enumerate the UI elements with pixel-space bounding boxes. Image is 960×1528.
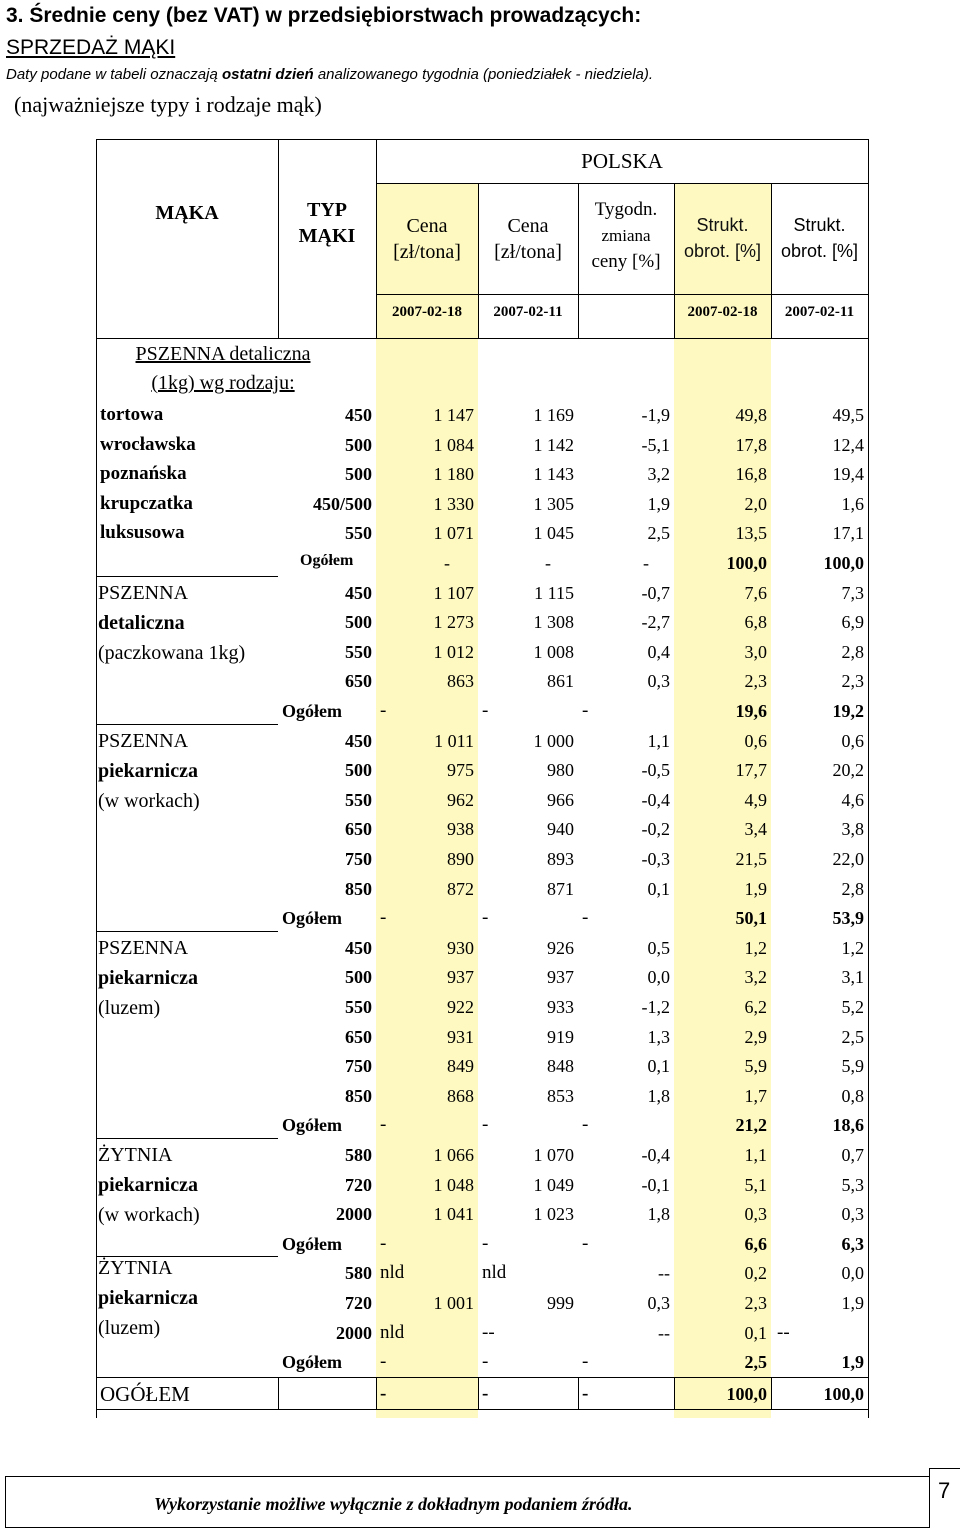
date-note — [6, 66, 653, 83]
cell-value: 4,9 — [744, 789, 767, 810]
grid-line — [96, 338, 868, 339]
cell-value: 5,1 — [744, 1174, 767, 1195]
cell-value: 1,9 — [647, 493, 670, 514]
total-label: Ogółem — [300, 552, 354, 569]
type-value: 450 — [345, 405, 372, 425]
cell-value: 1 147 — [433, 405, 474, 425]
section-label-line: PSZENNA — [98, 581, 189, 604]
grid-line — [96, 931, 278, 932]
cell-value: 933 — [547, 997, 574, 1017]
total-label: Ogółem — [282, 1233, 342, 1254]
cell-value: 6,6 — [744, 1233, 767, 1254]
cell-value: 872 — [447, 878, 474, 899]
section-label-line: (w workach) — [98, 1204, 200, 1226]
cell-value: -2,7 — [641, 612, 670, 633]
cell-value: 930 — [447, 937, 474, 958]
cell-value: 999 — [547, 1293, 574, 1313]
cell-value: 2,5 — [841, 1026, 864, 1047]
cell-value: 0,1 — [744, 1322, 767, 1343]
cell-value: 6,8 — [744, 612, 767, 633]
cell-value: 890 — [447, 849, 474, 869]
cell-value: 1 143 — [533, 464, 574, 485]
grid-line — [376, 1377, 377, 1409]
cell-value: 3,4 — [744, 819, 767, 840]
cell-value: 863 — [447, 671, 474, 692]
cell-value: 1,8 — [647, 1204, 670, 1225]
cell-value: 13,5 — [735, 523, 767, 544]
cell-value: 1 070 — [533, 1145, 574, 1165]
cell-value: 1 023 — [533, 1204, 574, 1225]
section-label-line: piekarnicza — [98, 1174, 198, 1196]
grid-line — [674, 183, 675, 338]
cell-value: 5,9 — [744, 1056, 767, 1077]
cell-value: 1 049 — [533, 1174, 574, 1195]
note-part: analizowanego tygodnia (poniedziałek - niedziela). — [313, 66, 654, 83]
grid-line — [96, 576, 278, 577]
cell-value: 1 012 — [433, 641, 474, 662]
type-value: 2000 — [336, 1322, 372, 1343]
cell-value: 0,2 — [744, 1263, 767, 1284]
cell-value: 848 — [547, 1056, 574, 1077]
grid-line — [578, 183, 579, 338]
section-label-line: PSZENNA — [98, 729, 189, 752]
grid-line — [376, 183, 868, 184]
cell-value: 100,0 — [726, 553, 767, 573]
cell-value: 1 045 — [533, 523, 574, 544]
header-change — [578, 197, 674, 287]
cell-value: -0,2 — [641, 819, 670, 840]
grid-line — [478, 1377, 479, 1409]
cell-value: -0,4 — [641, 789, 670, 810]
cell-value: -- — [482, 1321, 495, 1343]
cell-value: 1 084 — [433, 434, 474, 455]
page-number: 7 — [938, 1478, 951, 1503]
row-label: wrocławska — [100, 433, 196, 455]
section-label-line: piekarnicza — [98, 759, 198, 782]
cell-value: 6,2 — [744, 997, 767, 1017]
type-value: 450 — [345, 582, 372, 603]
section-label-line: (1kg) wg rodzaju: — [151, 372, 295, 394]
grid-line — [96, 1377, 868, 1378]
section-label-line: (luzem) — [98, 1317, 161, 1340]
cell-value: 17,1 — [832, 523, 864, 544]
cell-value: 5,2 — [841, 997, 864, 1017]
row-label: tortowa — [100, 404, 164, 425]
table-caption: (najważniejsze typy i rodzaje mąk) — [14, 92, 322, 117]
cell-value: 17,7 — [735, 760, 767, 781]
cell-value: 937 — [447, 967, 474, 988]
type-value: 650 — [345, 671, 372, 692]
cell-value: -- — [658, 1263, 670, 1284]
cell-value: 0,4 — [647, 641, 670, 662]
cell-value: 2,3 — [744, 1293, 767, 1313]
type-value: 720 — [345, 1293, 372, 1313]
cell-value: 2,0 — [744, 493, 767, 514]
cell-value: 5,3 — [841, 1174, 864, 1195]
cell-value: 1 142 — [533, 434, 574, 455]
grid-line — [278, 139, 279, 338]
cell-value: 0,5 — [647, 937, 670, 958]
cell-value: 0,7 — [841, 1145, 864, 1165]
page-title: 3. Średnie ceny (bez VAT) w przedsiębiorstwach prowadzących: — [6, 4, 642, 27]
section-label — [98, 1140, 278, 1230]
cell-value: 849 — [447, 1056, 474, 1077]
type-value: 500 — [345, 967, 372, 988]
section-label-line: (luzem) — [98, 996, 161, 1019]
page-subtitle-section: SPRZEDAŻ MĄKI — [6, 36, 176, 59]
header-change-ceny: ceny [%] — [591, 251, 661, 272]
cell-value: - — [482, 1114, 489, 1136]
cell-value: 1,6 — [841, 493, 864, 514]
cell-value: 0,3 — [841, 1204, 864, 1225]
cell-value: 1,3 — [647, 1026, 670, 1047]
cell-value: - — [444, 553, 450, 573]
cell-value: 0,6 — [841, 730, 864, 751]
header-cena-1: Cena [zł/tona] — [393, 215, 461, 263]
cell-value: 50,1 — [735, 908, 767, 929]
type-value: 2000 — [336, 1204, 372, 1225]
cell-value: 0,1 — [647, 878, 670, 899]
cell-value: 1 305 — [533, 493, 574, 514]
type-value: 720 — [345, 1174, 372, 1195]
footer-note: Wykorzystanie możliwe wyłącznie z dokładnym podaniem źródła. — [154, 1494, 633, 1514]
cell-value: 3,2 — [647, 464, 670, 485]
cell-value: 1 011 — [434, 730, 474, 751]
cell-value: - — [380, 1114, 387, 1136]
cell-value: - — [380, 1232, 387, 1254]
grand-total-value: - — [482, 1382, 489, 1404]
cell-value: - — [643, 553, 649, 573]
cell-value: 22,0 — [832, 849, 864, 869]
section-label — [98, 933, 278, 1023]
type-value: 500 — [345, 464, 372, 485]
grid-line — [771, 1377, 772, 1409]
cell-value: 20,2 — [832, 760, 864, 781]
type-value: 550 — [345, 997, 372, 1017]
cell-value: 2,5 — [647, 523, 670, 544]
grid-line — [868, 139, 869, 1418]
cell-value: 0,1 — [647, 1056, 670, 1077]
cell-value: 1 273 — [433, 612, 474, 633]
row-label: krupczatka — [100, 492, 193, 514]
cell-value: 7,3 — [841, 582, 864, 603]
cell-value: -0,3 — [641, 849, 670, 869]
grid-line — [771, 183, 772, 338]
cell-value: 16,8 — [735, 464, 767, 485]
header-change-tygodn: Tygodn. — [594, 199, 658, 220]
grid-line — [96, 724, 278, 725]
cell-value: - — [380, 1351, 387, 1373]
cell-value: 1 000 — [533, 730, 574, 751]
section-label-line: PSZENNA — [98, 936, 189, 959]
type-value: 450/500 — [312, 493, 372, 514]
cell-value: - — [380, 907, 387, 929]
cell-value: 938 — [447, 819, 474, 840]
grid-line — [478, 183, 479, 338]
cell-value: 1,9 — [841, 1352, 864, 1373]
cell-value: nld — [482, 1262, 507, 1284]
total-label: Ogółem — [282, 1115, 342, 1136]
cell-value: 861 — [547, 671, 574, 692]
cell-value: 1 001 — [433, 1293, 474, 1313]
cell-value: 893 — [547, 849, 574, 869]
type-value: 500 — [345, 434, 372, 455]
cell-value: 1 107 — [433, 582, 474, 603]
date-strukt-2: 2007-02-11 — [784, 303, 855, 320]
type-value: 450 — [345, 730, 372, 751]
cell-value: 937 — [547, 967, 574, 988]
grand-total-value: 100,0 — [823, 1383, 864, 1404]
grid-line — [96, 139, 97, 1418]
cell-value: 1,9 — [744, 878, 767, 899]
section-label-line: (paczkowana 1kg) — [98, 641, 246, 664]
cell-value: 2,8 — [841, 641, 864, 662]
cell-value: 853 — [547, 1085, 574, 1106]
cell-value: 940 — [547, 819, 574, 840]
cell-value: 1,7 — [744, 1085, 767, 1106]
type-value: 550 — [345, 641, 372, 662]
cell-value: 980 — [547, 760, 574, 781]
header-change-zmiana: zmiana — [601, 226, 651, 245]
cell-value: -5,1 — [641, 434, 670, 455]
cell-value: 931 — [447, 1026, 474, 1047]
cell-value: 2,3 — [841, 671, 864, 692]
grid-line — [376, 139, 377, 338]
cell-value: 4,6 — [841, 789, 864, 810]
cell-value: - — [582, 1114, 589, 1136]
cell-value: 19,6 — [735, 701, 767, 721]
cell-value: 5,9 — [841, 1056, 864, 1077]
cell-value: 3,1 — [841, 967, 864, 988]
section-label — [98, 1253, 278, 1343]
cell-value: nld — [380, 1262, 405, 1284]
cell-value: -0,7 — [641, 582, 670, 603]
type-value: 650 — [345, 1026, 372, 1047]
grand-total-value: - — [380, 1382, 387, 1404]
cell-value: 1 115 — [534, 582, 574, 603]
cell-value: 1 048 — [433, 1174, 474, 1195]
cell-value: 18,6 — [832, 1115, 864, 1136]
cell-value: 0,0 — [841, 1263, 864, 1284]
cell-value: 3,2 — [744, 967, 767, 988]
cell-value: - — [482, 1351, 489, 1373]
cell-value: 926 — [547, 937, 574, 958]
cell-value: -1,2 — [641, 997, 670, 1017]
type-value: 580 — [345, 1145, 372, 1165]
cell-value: - — [380, 700, 387, 721]
grid-line — [278, 1377, 279, 1409]
cell-value: 49,8 — [735, 405, 767, 425]
grid-line — [578, 1377, 579, 1409]
cell-value: 2,8 — [841, 878, 864, 899]
cell-value: - — [482, 700, 489, 721]
cell-value: 3,8 — [841, 819, 864, 840]
type-value: 500 — [345, 760, 372, 781]
cell-value: 19,4 — [832, 464, 864, 485]
total-label: Ogółem — [282, 701, 342, 721]
type-value: 550 — [345, 789, 372, 810]
grid-line — [96, 1256, 278, 1257]
cell-value: - — [582, 907, 589, 929]
cell-value: 1,1 — [647, 730, 670, 751]
header-cena-2: Cena [zł/tona] — [494, 215, 562, 263]
header-maka: MĄKA — [155, 202, 219, 224]
cell-value: 922 — [447, 997, 474, 1017]
cell-value: -0,4 — [641, 1145, 670, 1165]
cell-value: 966 — [547, 789, 574, 810]
cell-value: 1,9 — [841, 1293, 864, 1313]
section-label — [98, 578, 278, 668]
cell-value: 1 180 — [433, 464, 474, 485]
section-label — [98, 726, 278, 816]
cell-value: 1 066 — [433, 1145, 474, 1165]
cell-value: nld — [380, 1321, 405, 1343]
cell-value: 868 — [447, 1085, 474, 1106]
type-value: 580 — [345, 1263, 372, 1284]
cell-value: - — [545, 553, 551, 573]
cell-value: 0,6 — [744, 730, 767, 751]
grand-total-value: 100,0 — [726, 1383, 767, 1404]
cell-value: -0,5 — [641, 760, 670, 781]
total-label: Ogółem — [282, 908, 342, 929]
cell-value: 1,8 — [647, 1085, 670, 1106]
grand-total-label: OGÓŁEM — [100, 1381, 190, 1406]
cell-value: 1 041 — [433, 1204, 474, 1225]
cell-value: 0,3 — [647, 1293, 670, 1313]
cell-value: 1 330 — [433, 493, 474, 514]
grand-total-value: - — [582, 1382, 589, 1404]
type-value: 750 — [345, 849, 372, 869]
cell-value: - — [582, 1351, 589, 1373]
cell-value: 49,5 — [832, 405, 864, 425]
section-label-line: ŻYTNIA — [98, 1144, 173, 1166]
cell-value: 1 008 — [533, 641, 574, 662]
cell-value: -0,1 — [641, 1174, 670, 1195]
cell-value: 6,9 — [841, 612, 864, 633]
section-label-line: detaliczna — [98, 611, 185, 634]
type-value: 850 — [345, 878, 372, 899]
type-value: 550 — [345, 523, 372, 544]
cell-value: 1,2 — [841, 937, 864, 958]
section-label-line: PSZENNA detaliczna — [135, 343, 311, 365]
note-emphasis: ostatni dzień — [221, 66, 314, 83]
grid-line — [376, 294, 868, 295]
cell-value: 53,9 — [832, 908, 864, 929]
cell-value: 0,3 — [744, 1204, 767, 1225]
row-label: poznańska — [100, 463, 187, 485]
type-value: 500 — [345, 612, 372, 633]
cell-value: 0,0 — [647, 967, 670, 988]
grid-line — [674, 1377, 675, 1409]
cell-value: 12,4 — [832, 434, 864, 455]
total-label: Ogółem — [282, 1352, 342, 1373]
cell-value: -- — [777, 1321, 790, 1343]
cell-value: -- — [658, 1322, 670, 1343]
cell-value: 7,6 — [744, 582, 767, 603]
section-label-line: piekarnicza — [98, 966, 198, 989]
cell-value: - — [582, 1232, 589, 1254]
cell-value: 919 — [547, 1026, 574, 1047]
cell-value: 2,5 — [744, 1352, 767, 1373]
header-strukt-2: Strukt. obrot. [%] — [780, 215, 859, 261]
cell-value: - — [482, 1232, 489, 1254]
cell-value: 1 308 — [533, 612, 574, 633]
header-polska: POLSKA — [581, 149, 663, 173]
type-value: 650 — [345, 819, 372, 840]
grid-line — [96, 1138, 278, 1139]
cell-value: 1 169 — [533, 405, 574, 425]
section-label-line: piekarnicza — [98, 1287, 198, 1310]
cell-value: 1,1 — [744, 1145, 767, 1165]
cell-value: -1,9 — [641, 405, 670, 425]
cell-value: 975 — [447, 760, 474, 781]
note-part: Daty podane w tabeli oznaczają — [6, 66, 222, 83]
cell-value: 21,2 — [735, 1115, 767, 1136]
cell-value: 0,3 — [647, 671, 670, 692]
date-strukt-1: 2007-02-18 — [687, 303, 758, 320]
cell-value: 2,9 — [744, 1026, 767, 1047]
cell-value: 1,2 — [744, 937, 767, 958]
section-label — [98, 340, 348, 398]
header-strukt-1: Strukt. obrot. [%] — [683, 215, 762, 261]
date-cena-1: 2007-02-18 — [392, 303, 462, 320]
cell-value: 3,0 — [744, 641, 767, 662]
section-label-line: (w workach) — [98, 789, 200, 812]
type-value: 850 — [345, 1085, 372, 1106]
date-cena-2: 2007-02-11 — [493, 303, 563, 320]
section-label-line: ŻYTNIA — [98, 1257, 173, 1280]
cell-value: 962 — [447, 789, 474, 810]
cell-value: - — [582, 700, 589, 721]
cell-value: 17,8 — [735, 434, 767, 455]
cell-value: 2,3 — [744, 671, 767, 692]
type-value: 750 — [345, 1056, 372, 1077]
cell-value: 6,3 — [841, 1233, 864, 1254]
cell-value: 21,5 — [735, 849, 767, 869]
type-value: 450 — [345, 937, 372, 958]
cell-value: 100,0 — [823, 553, 864, 573]
cell-value: 0,8 — [841, 1085, 864, 1106]
row-label: luksusowa — [100, 522, 185, 544]
cell-value: - — [482, 907, 489, 929]
grid-line — [96, 139, 868, 140]
cell-value: 19,2 — [832, 701, 864, 721]
cell-value: 1 071 — [433, 523, 474, 544]
header-typ: TYP MĄKI — [298, 199, 356, 247]
cell-value: 871 — [547, 878, 574, 899]
grid-line — [96, 1409, 868, 1410]
